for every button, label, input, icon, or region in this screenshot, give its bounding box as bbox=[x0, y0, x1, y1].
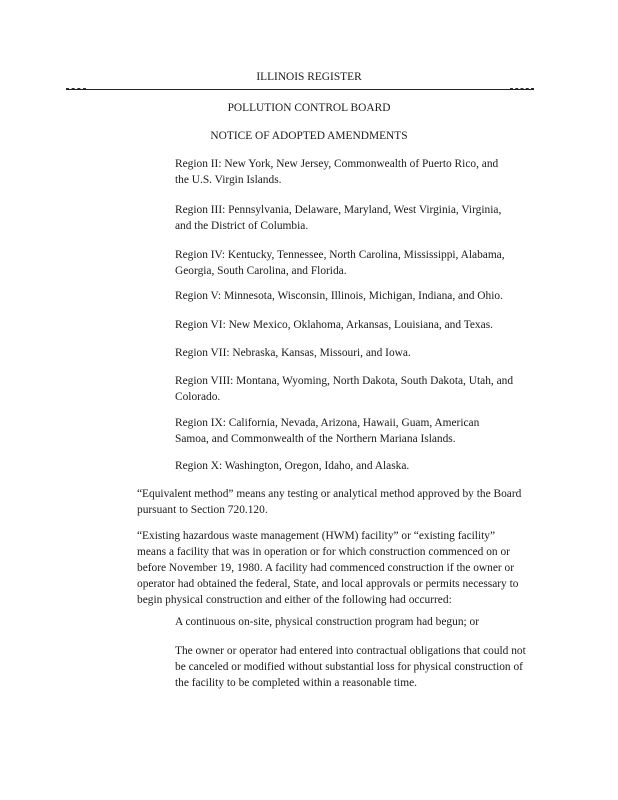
text-line: Region IV: Kentucky, Tennessee, North Carolina, Mississippi, Alabama, bbox=[175, 249, 505, 261]
text-line: the U.S. Virgin Islands. bbox=[175, 174, 282, 186]
region-viii bbox=[175, 373, 513, 405]
text-line: and the District of Columbia. bbox=[175, 220, 309, 232]
header-rule-left-mark bbox=[66, 88, 86, 92]
region-v bbox=[175, 288, 503, 304]
text-line: “Existing hazardous waste management (HWM) facility” or “existing facility” bbox=[137, 530, 496, 542]
text-line: the facility to be completed within a reasonable time. bbox=[175, 677, 417, 689]
text-line: Region II: New York, New Jersey, Commonwealth of Puerto Rico, and bbox=[175, 158, 499, 170]
subparagraph-construction-program bbox=[175, 614, 479, 630]
header-rule-right-mark bbox=[510, 88, 534, 92]
header-rule bbox=[66, 89, 534, 90]
text-line: Region VIII: Montana, Wyoming, North Dakota, South Dakota, Utah, and bbox=[175, 375, 514, 387]
text-line: Region VI: New Mexico, Oklahoma, Arkansas, Louisiana, and Texas. bbox=[175, 319, 493, 331]
text-line: Colorado. bbox=[175, 391, 221, 403]
region-vi bbox=[175, 317, 493, 333]
region-ix bbox=[175, 415, 479, 447]
text-line: Region X: Washington, Oregon, Idaho, and Alaska. bbox=[175, 460, 410, 472]
text-line: Samoa, and Commonwealth of the Northern Mariana Islands. bbox=[175, 433, 456, 445]
text-line: Georgia, South Carolina, and Florida. bbox=[175, 265, 347, 277]
region-x bbox=[175, 458, 409, 474]
definition-existing-facility bbox=[137, 528, 518, 608]
text-line: Region VII: Nebraska, Kansas, Missouri, and Iowa. bbox=[175, 347, 411, 359]
text-line: The owner or operator had entered into contractual obligations that could not bbox=[175, 645, 526, 657]
text-line: Region V: Minnesota, Wisconsin, Illinois, Michigan, Indiana, and Ohio. bbox=[175, 290, 503, 302]
definition-equivalent-method bbox=[137, 486, 521, 518]
text-line: operator had obtained the federal, State, and local approvals or permits necessary to bbox=[137, 578, 519, 590]
register-title: ILLINOIS REGISTER bbox=[256, 71, 362, 83]
region-ii bbox=[175, 156, 498, 188]
text-line: before November 19, 1980. A facility had commenced construction if the owner or bbox=[137, 562, 515, 574]
text-line: A continuous on-site, physical construction program had begun; or bbox=[175, 616, 480, 628]
region-iii bbox=[175, 202, 501, 234]
region-iv bbox=[175, 247, 505, 279]
text-line: Region IX: California, Nevada, Arizona, Hawaii, Guam, American bbox=[175, 417, 480, 429]
text-line: be canceled or modified without substantial loss for physical construction of bbox=[175, 661, 523, 673]
text-line: pursuant to Section 720.120. bbox=[137, 504, 268, 516]
text-line: begin physical construction and either of the following had occurred: bbox=[137, 594, 452, 606]
text-line: “Equivalent method” means any testing or analytical method approved by the Board bbox=[137, 488, 522, 500]
region-vii bbox=[175, 345, 411, 361]
text-line: Region III: Pennsylvania, Delaware, Maryland, West Virginia, Virginia, bbox=[175, 204, 502, 216]
notice-title: NOTICE OF ADOPTED AMENDMENTS bbox=[210, 130, 408, 142]
text-line: means a facility that was in operation or for which construction commenced on or bbox=[137, 546, 510, 558]
subparagraph-contractual-obligations bbox=[175, 643, 526, 691]
board-title: POLLUTION CONTROL BOARD bbox=[227, 102, 391, 114]
